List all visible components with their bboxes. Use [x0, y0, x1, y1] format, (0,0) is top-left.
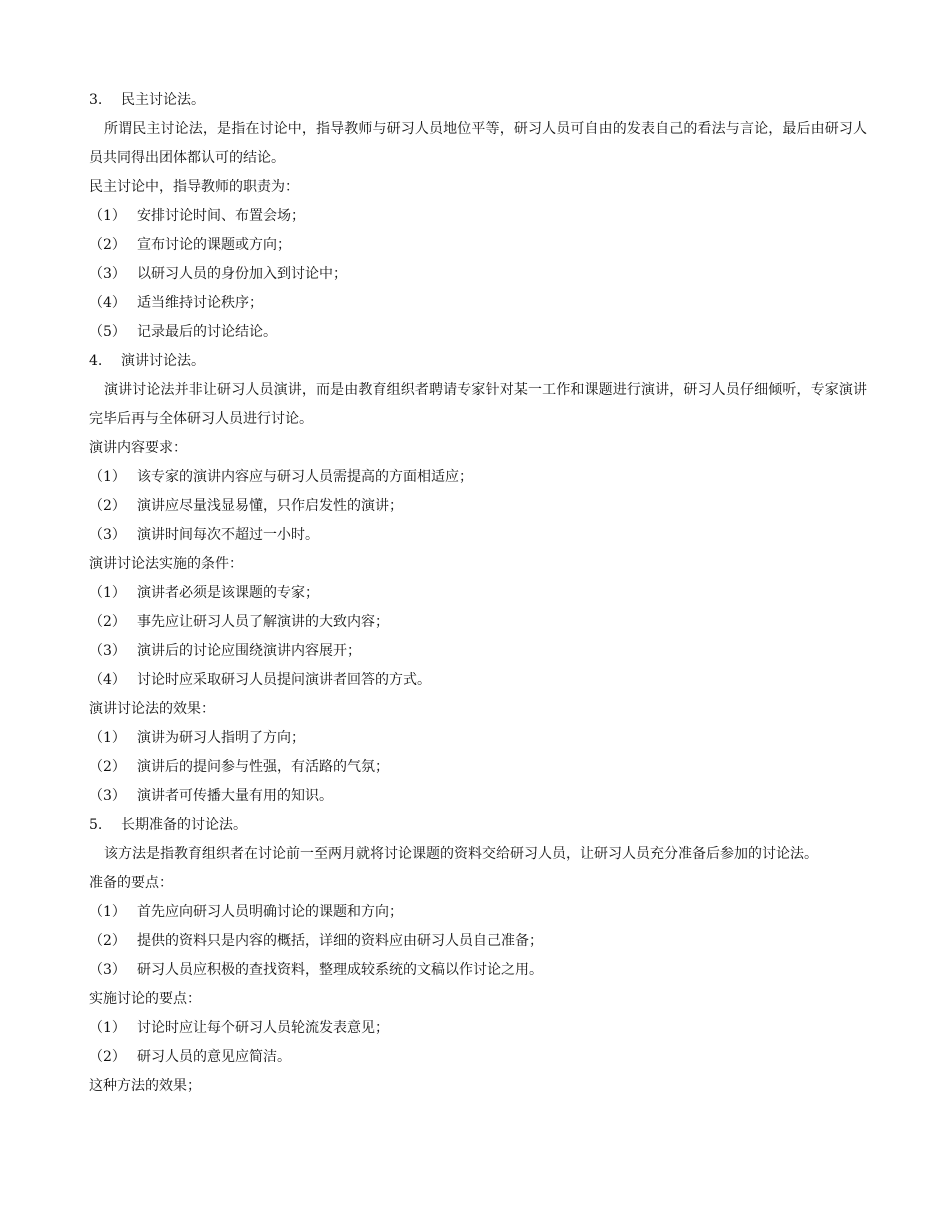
list-item-number: （2） — [89, 1049, 126, 1065]
list-item-text: 演讲应尽量浅显易懂，只作启发性的演讲； — [137, 498, 403, 514]
section-title: 演讲讨论法。 — [121, 353, 205, 369]
list-item-number: （3） — [89, 788, 126, 804]
list-item-text: 以研习人员的身份加入到讨论中； — [137, 266, 347, 282]
list-item-text: 安排讨论时间、布置会场； — [137, 208, 305, 224]
list-item-text: 演讲者必须是该课题的专家； — [137, 585, 319, 601]
section-heading — [89, 347, 867, 376]
list-item — [89, 260, 867, 289]
list-item-text: 宣布讨论的课题或方向； — [137, 237, 291, 253]
section-number: 5. — [89, 817, 103, 833]
list-item-number: （1） — [89, 469, 126, 485]
list-item-text: 演讲后的讨论应围绕演讲内容展开； — [137, 643, 361, 659]
list-item — [89, 318, 867, 347]
section-heading — [89, 86, 867, 115]
list-item — [89, 666, 867, 695]
list-item — [89, 753, 867, 782]
list-item — [89, 956, 867, 985]
list-item-number: （1） — [89, 730, 126, 746]
list-item-number: （2） — [89, 933, 126, 949]
list-item-number: （1） — [89, 1020, 126, 1036]
list-item-text: 讨论时应让每个研习人员轮流发表意见； — [137, 1020, 389, 1036]
section-number: 4. — [89, 353, 103, 369]
list-item-number: （3） — [89, 643, 126, 659]
list-item — [89, 898, 867, 927]
document-page — [89, 86, 867, 1101]
list-item-text: 讨论时应采取研习人员提问演讲者回答的方式。 — [137, 672, 431, 688]
section-title: 民主讨论法。 — [121, 92, 205, 108]
list-item — [89, 202, 867, 231]
list-item-text: 记录最后的讨论结论。 — [137, 324, 277, 340]
list-item-number: （4） — [89, 672, 126, 688]
list-item-text: 演讲者可传播大量有用的知识。 — [137, 788, 333, 804]
subsection-label: 准备的要点： — [89, 875, 173, 891]
list-item — [89, 608, 867, 637]
list-item — [89, 637, 867, 666]
list-item — [89, 521, 867, 550]
list-item-number: （1） — [89, 208, 126, 224]
list-item-number: （4） — [89, 295, 126, 311]
subsection-label: 演讲讨论法的效果： — [89, 701, 215, 717]
section-number: 3. — [89, 92, 103, 108]
subsection-label: 民主讨论中，指导教师的职责为： — [89, 179, 299, 195]
list-item-text: 演讲时间每次不超过一小时。 — [137, 527, 319, 543]
list-item-number: （2） — [89, 498, 126, 514]
list-item-text: 该专家的演讲内容应与研习人员需提高的方面相适应； — [137, 469, 473, 485]
list-item-number: （3） — [89, 527, 126, 543]
section-heading — [89, 811, 867, 840]
list-item-number: （5） — [89, 324, 126, 340]
list-item-text: 提供的资料只是内容的概括，详细的资料应由研习人员自己准备； — [137, 933, 543, 949]
list-item — [89, 231, 867, 260]
list-item-number: （1） — [89, 585, 126, 601]
section-paragraph: 演讲讨论法并非让研习人员演讲，而是由教育组织者聘请专家针对某一工作和课题进行演讲，研习人员仔细倾听，专家演讲完毕后再与全体研习人员进行讨论。 — [89, 382, 867, 427]
list-item — [89, 927, 867, 956]
list-item — [89, 782, 867, 811]
list-item-number: （2） — [89, 759, 126, 775]
section-paragraph: 该方法是指教育组织者在讨论前一至两月就将讨论课题的资料交给研习人员，让研习人员充分准备后参加的讨论法。 — [104, 846, 818, 862]
list-item — [89, 289, 867, 318]
list-item — [89, 463, 867, 492]
list-item — [89, 1043, 867, 1072]
section-paragraph: 所谓民主讨论法，是指在讨论中，指导教师与研习人员地位平等，研习人员可自由的发表自己的看法与言论，最后由研习人员共同得出团体都认可的结论。 — [89, 121, 867, 166]
list-item-text: 适当维持讨论秩序； — [137, 295, 263, 311]
list-item-text: 演讲后的提问参与性强，有活路的气氛； — [137, 759, 389, 775]
list-item-text: 研习人员应积极的查找资料，整理成较系统的文稿以作讨论之用。 — [137, 962, 543, 978]
list-item-text: 事先应让研习人员了解演讲的大致内容； — [137, 614, 389, 630]
subsection-label: 这种方法的效果； — [89, 1078, 201, 1094]
subsection-label: 演讲内容要求： — [89, 440, 187, 456]
list-item-text: 研习人员的意见应简洁。 — [137, 1049, 291, 1065]
list-item — [89, 492, 867, 521]
list-item — [89, 724, 867, 753]
list-item-text: 演讲为研习人指明了方向； — [137, 730, 305, 746]
list-item-text: 首先应向研习人员明确讨论的课题和方向； — [137, 904, 403, 920]
list-item-number: （1） — [89, 904, 126, 920]
list-item-number: （2） — [89, 237, 126, 253]
subsection-label: 演讲讨论法实施的条件： — [89, 556, 243, 572]
list-item — [89, 579, 867, 608]
section-title: 长期准备的讨论法。 — [121, 817, 247, 833]
list-item-number: （3） — [89, 962, 126, 978]
list-item-number: （3） — [89, 266, 126, 282]
subsection-label: 实施讨论的要点： — [89, 991, 201, 1007]
list-item-number: （2） — [89, 614, 126, 630]
list-item — [89, 1014, 867, 1043]
